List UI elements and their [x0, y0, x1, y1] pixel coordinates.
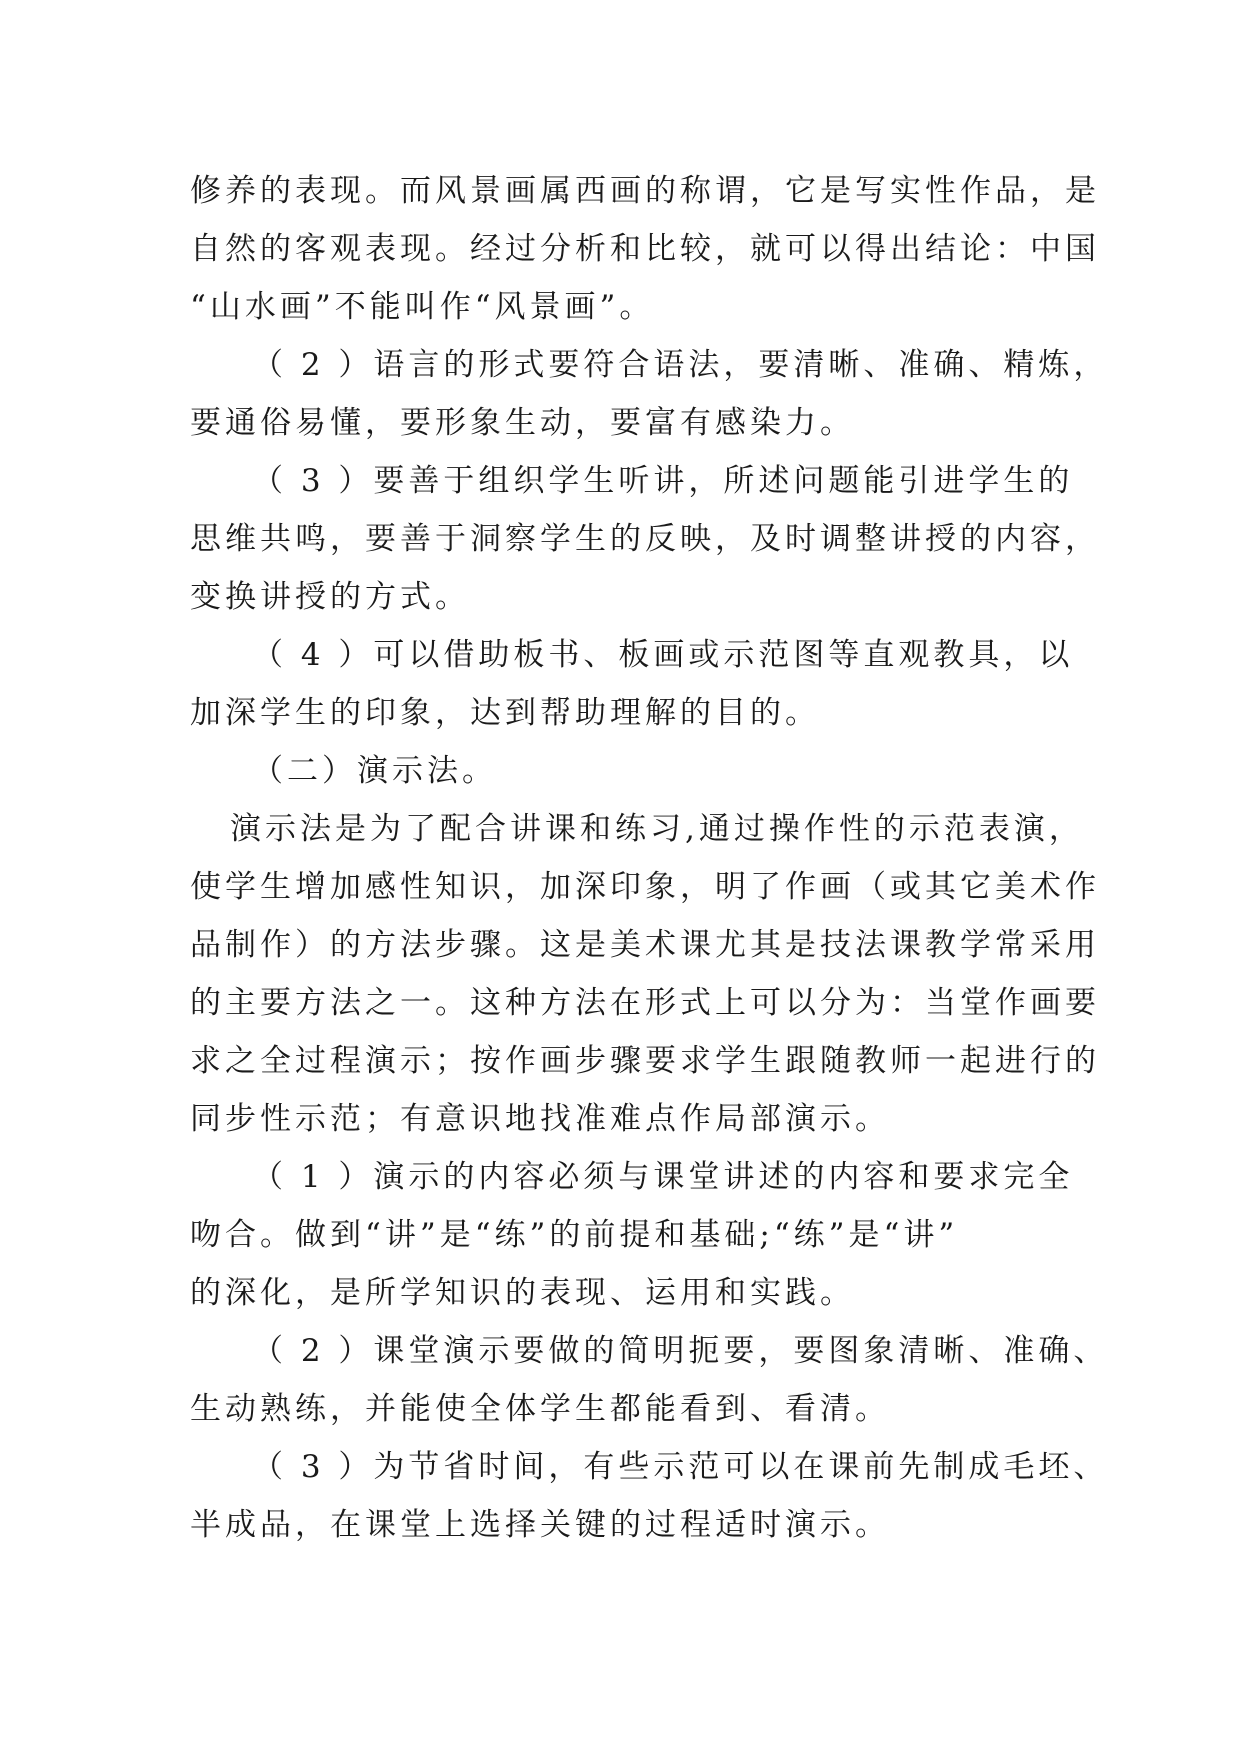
text-line: 加深学生的印象，达到帮助理解的目的。: [190, 695, 820, 731]
text-line: 生动熟练，并能使全体学生都能看到、看清。: [190, 1391, 890, 1427]
text-line: 求之全过程演示；按作画步骤要求学生跟随教师一起进行的: [190, 1043, 1100, 1079]
text-line: 同步性示范；有意识地找准难点作局部演示。: [190, 1101, 890, 1137]
text-line: 变换讲授的方式。: [190, 579, 470, 615]
text-line: 思维共鸣，要善于洞察学生的反映，及时调整讲授的内容，: [190, 521, 1100, 557]
text-line: 半成品，在课堂上选择关键的过程适时演示。: [190, 1507, 890, 1543]
list-item-3-line: （ 3 ）要善于组织学生听讲，所述问题能引进学生的: [252, 463, 1074, 499]
list-item-1-line: （ 1 ）演示的内容必须与课堂讲述的内容和要求完全: [252, 1159, 1074, 1195]
text-line: 的深化，是所学知识的表现、运用和实践。: [190, 1275, 855, 1311]
text-line: 的主要方法之一。这种方法在形式上可以分为：当堂作画要: [190, 985, 1100, 1021]
body-text: [190, 162, 1109, 1554]
text-line: 自然的客观表现。经过分析和比较，就可以得出结论：中国: [190, 231, 1100, 267]
list-item-4-line: （ 4 ）可以借助板书、板画或示范图等直观教具，以: [252, 637, 1074, 673]
list-item-2-line: （ 2 ）课堂演示要做的简明扼要，要图象清晰、准确、: [252, 1333, 1109, 1369]
text-line: 要通俗易懂，要形象生动，要富有感染力。: [190, 405, 855, 441]
list-item-2-line: （ 2 ）语言的形式要符合语法，要清晰、准确、精炼，: [252, 347, 1109, 383]
text-line: “山水画”不能叫作“风景画”。: [190, 289, 655, 325]
text-line: 修养的表现。而风景画属西画的称谓，它是写实性作品，是: [190, 173, 1100, 209]
text-line: 品制作）的方法步骤。这是美术课尤其是技法课教学常采用: [190, 927, 1100, 963]
list-item-3-line: （ 3 ）为节省时间，有些示范可以在课前先制成毛坯、: [252, 1449, 1109, 1485]
section-heading: （二）演示法。: [252, 753, 497, 789]
text-line: 使学生增加感性知识，加深印象，明了作画（或其它美术作: [190, 869, 1100, 905]
text-line: 吻合。做到“讲”是“练”的前提和基础;“练”是“讲”: [190, 1217, 959, 1253]
paragraph-first-line: 演示法是为了配合讲课和练习,通过操作性的示范表演，: [230, 811, 1084, 847]
